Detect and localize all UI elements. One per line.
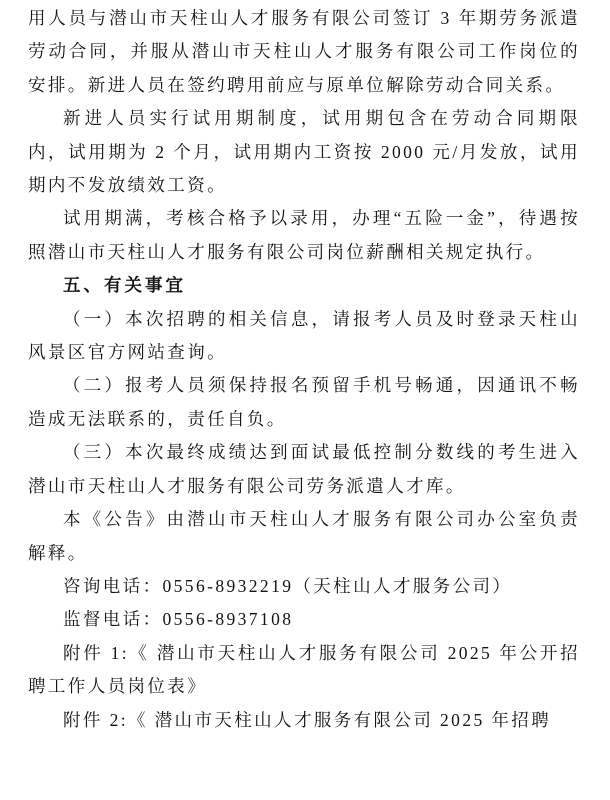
paragraph-employment-benefits: 试用期满，考核合格予以录用，办理“五险一金”，待遇按照潜山市天柱山人才服务有限公司岗位薪酬相关规定执行。 <box>28 208 580 262</box>
attachment-1-line: 附件 1:《 潜山市天柱山人才服务有限公司 2025 年公开招聘工作人员岗位表》 <box>28 642 580 697</box>
supervise-phone-line: 监督电话：0556-8937108 <box>63 609 294 630</box>
attachment-2-line: 附件 2:《 潜山市天柱山人才服务有限公司 2025 年招聘 <box>63 709 552 730</box>
consult-phone-line: 咨询电话：0556-8932219（天柱山人才服务公司） <box>63 575 513 596</box>
paragraph-labor-contract: 用人员与潜山市天柱山人才服务有限公司签订 3 年期劳务派遣劳动合同，并服从潜山市天柱山人才服务有限公司工作岗位的安排。新进人员在签约聘用前应与原单位解除劳动合同关系。 <box>28 8 580 95</box>
section-heading-related-matters: 五、有关事宜 <box>63 275 186 296</box>
item-1-recruitment-info: （一）本次招聘的相关信息，请报考人员及时登录天柱山风景区官方网站查询。 <box>28 308 580 363</box>
item-2-phone-availability: （二）报考人员须保持报名预留手机号畅通，因通讯不畅造成无法联系的，责任自负。 <box>28 375 580 429</box>
paragraph-probation: 新进人员实行试用期制度，试用期包含在劳动合同期限内，试用期为 2 个月，试用期内工资按 2000 元/月发放，试用期内不发放绩效工资。 <box>28 108 580 196</box>
paragraph-interpretation: 本《公告》由潜山市天柱山人才服务有限公司办公室负责解释。 <box>28 509 580 563</box>
item-3-talent-pool: （三）本次最终成绩达到面试最低控制分数线的考生进入潜山市天柱山人才服务有限公司劳务派遣人才库。 <box>28 442 580 496</box>
